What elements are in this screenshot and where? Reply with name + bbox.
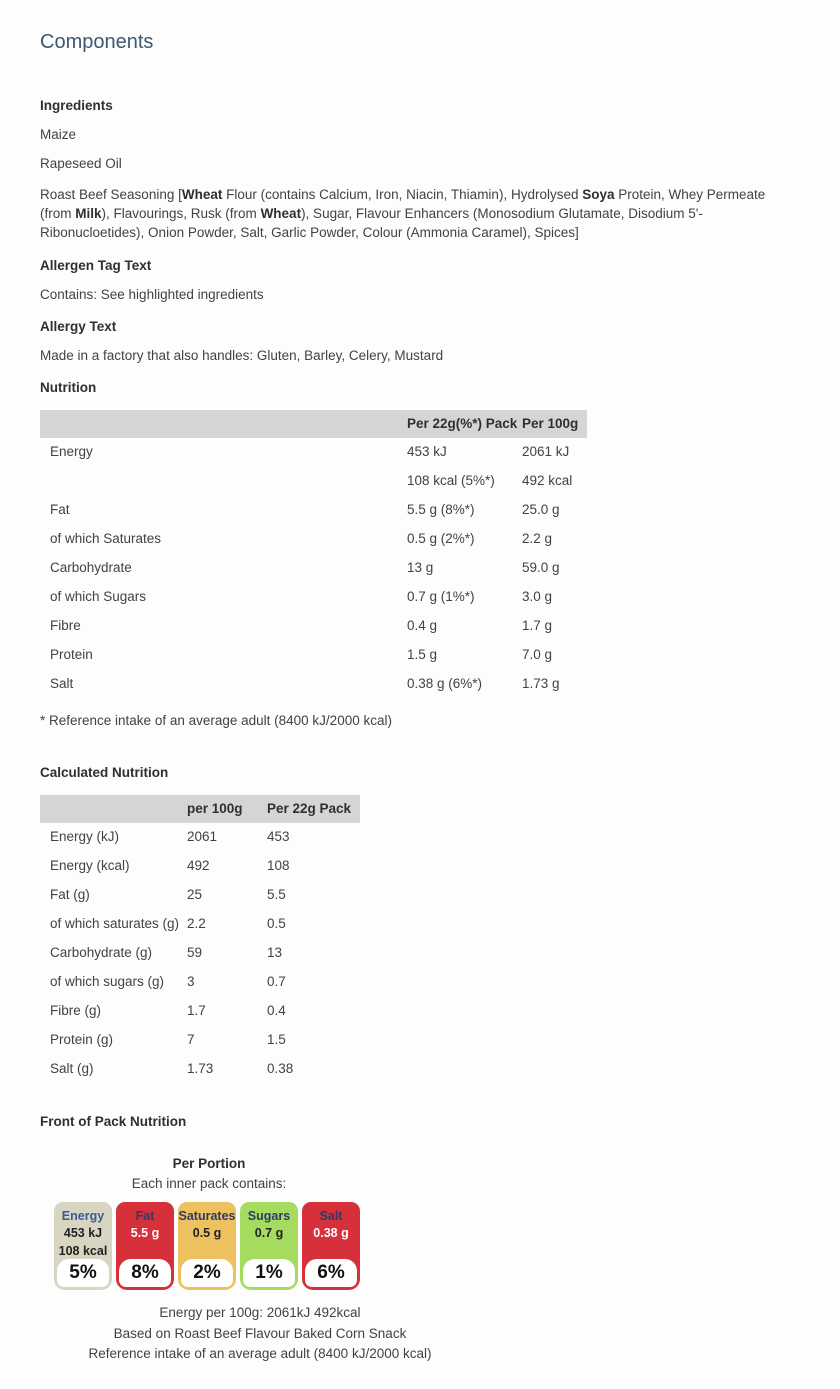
nutrition-badge (178, 1202, 236, 1290)
nutrition-table-row (40, 525, 587, 554)
nutrition-badge (54, 1202, 112, 1290)
nutrient-label: Carbohydrate (g) (50, 945, 153, 960)
footnote-line: Energy per 100g: 2061kJ 492kcal (159, 1305, 361, 1320)
front-of-pack-footnotes (20, 1303, 500, 1365)
nutrition-table-row (40, 496, 587, 525)
nutrient-per100-value: 492 (187, 858, 210, 873)
nutrition-table (40, 410, 587, 699)
nutrient-pack-value: 0.38 (267, 1061, 294, 1076)
nutrient-label: of which saturates (g) (50, 916, 180, 931)
calculated-table-row (40, 910, 360, 939)
badge-value-1: 453 kJ (63, 1226, 103, 1240)
nutrient-label: Energy (50, 444, 93, 459)
calculated-table-row (40, 852, 360, 881)
calculated-col-100g-header: per 100g (187, 795, 267, 823)
nutrition-table-row (40, 583, 587, 612)
nutrient-label: Protein (g) (50, 1032, 114, 1047)
nutrient-label (40, 467, 407, 496)
ingredients-simple-list (40, 127, 800, 172)
nutrient-pack-value: 0.4 (267, 1003, 286, 1018)
allergy-text: Made in a factory that also handles: Gluten, Barley, Celery, Mustard (40, 348, 444, 363)
nutrient-pack-value: 0.7 (267, 974, 286, 989)
nutrient-pack-value: 1.5 (267, 1032, 286, 1047)
ingredient-item: Maize (40, 127, 77, 142)
nutrient-per100-value: 7 (187, 1032, 195, 1047)
nutrition-col-100g-header: Per 100g (522, 410, 587, 438)
nutrient-label: Fat (g) (50, 887, 90, 902)
calculated-table-row (40, 1026, 360, 1055)
nutrient-label: Fibre (50, 618, 81, 633)
badge-value-1: 0.38 g (313, 1226, 349, 1240)
calculated-table-row (40, 968, 360, 997)
traffic-light-badges (54, 1202, 360, 1290)
nutrient-per100-value: 25 (187, 887, 203, 902)
nutrition-badge (116, 1202, 174, 1290)
nutrition-badge (240, 1202, 298, 1290)
badge-value-1: 0.7 g (254, 1226, 284, 1240)
nutrient-per100-value: 3.0 g (522, 589, 553, 604)
footnote-line: Based on Roast Beef Flavour Baked Corn Snack (113, 1325, 407, 1341)
badge-percent: 1% (243, 1259, 295, 1287)
badge-percent: 8% (119, 1259, 171, 1287)
nutrient-per100-value: 25.0 g (522, 502, 560, 517)
calculated-nutrition-heading: Calculated Nutrition (40, 765, 169, 780)
nutrient-per100-value: 2.2 g (522, 531, 553, 546)
calculated-table-row (40, 881, 360, 910)
nutrient-label: Fibre (g) (50, 1003, 102, 1018)
nutrition-table-row (40, 467, 587, 496)
nutrient-pack-value: 5.5 g (8%*) (407, 502, 475, 517)
nutrient-pack-value: 453 kJ (407, 444, 447, 459)
badge-value-1: 0.5 g (192, 1226, 222, 1240)
nutrient-pack-value: 0.7 g (1%*) (407, 589, 475, 604)
nutrient-label: of which sugars (g) (50, 974, 165, 989)
badge-percent: 5% (57, 1259, 109, 1287)
page-title: Components (40, 31, 154, 53)
calculated-header-row (40, 795, 360, 823)
nutrient-label: Energy (kcal) (50, 858, 130, 873)
calculated-table-row (40, 939, 360, 968)
nutrient-per100-value: 3 (187, 974, 195, 989)
nutrition-footnote: * Reference intake of an average adult (8400 kJ/2000 kcal) (40, 713, 392, 728)
nutrient-pack-value: 0.38 g (6%*) (407, 676, 483, 691)
allergen-tag-heading: Allergen Tag Text (40, 258, 152, 273)
badge-label: Energy (61, 1209, 105, 1223)
front-of-pack-heading: Front of Pack Nutrition (40, 1114, 187, 1129)
nutrient-pack-value: 0.4 g (407, 618, 438, 633)
nutrient-per100-value: 59.0 g (522, 560, 560, 575)
nutrient-label: Carbohydrate (50, 560, 132, 575)
nutrient-pack-value: 0.5 g (2%*) (407, 531, 475, 546)
footnote-line: Reference intake of an average adult (8400 kJ/2000 kcal) (88, 1346, 432, 1361)
nutrient-pack-value: 453 (267, 829, 290, 844)
nutrient-per100-value: 2061 (187, 829, 218, 844)
badge-percent: 6% (305, 1259, 357, 1287)
nutrition-table-row (40, 612, 587, 641)
badge-label: Salt (319, 1209, 343, 1223)
calculated-table-row (40, 823, 360, 852)
calculated-col-spacer (40, 795, 187, 823)
ingredient-item: Rapeseed Oil (40, 156, 122, 171)
nutrition-header-row (40, 410, 587, 438)
allergen-tag-text: Contains: See highlighted ingredients (40, 287, 264, 302)
ingredients-heading: Ingredients (40, 98, 113, 113)
nutrient-pack-value: 0.5 (267, 916, 286, 931)
nutrient-per100-value: 59 (187, 945, 203, 960)
badge-label: Fat (135, 1209, 155, 1223)
nutrient-per100-value: 1.7 (187, 1003, 206, 1018)
nutrient-label: Fat (50, 502, 70, 517)
nutrient-per100-value: 1.73 (187, 1061, 214, 1076)
nutrient-per100-value: 492 kcal (522, 473, 573, 488)
nutrient-per100-value: 1.73 g (522, 676, 560, 691)
nutrition-heading: Nutrition (40, 380, 97, 395)
nutrient-pack-value: 13 (267, 945, 283, 960)
calculated-col-pack-header: Per 22g Pack (267, 795, 360, 823)
badge-value-1: 5.5 g (130, 1226, 160, 1240)
allergy-heading: Allergy Text (40, 319, 117, 334)
badge-label: Sugars (247, 1209, 291, 1223)
nutrient-per100-value: 1.7 g (522, 618, 553, 633)
nutrition-table-row (40, 670, 587, 699)
nutrition-col-pack-header: Per 22g(%*) Pack (407, 410, 522, 438)
nutrient-pack-value: 5.5 (267, 887, 286, 902)
nutrient-per100-value: 7.0 g (522, 647, 553, 662)
calculated-table-row (40, 1055, 360, 1084)
nutrition-table-row (40, 641, 587, 670)
nutrient-label: of which Sugars (50, 589, 147, 604)
nutrient-label: Protein (50, 647, 93, 662)
badge-percent: 2% (181, 1259, 233, 1287)
nutrient-label: of which Saturates (50, 531, 162, 546)
nutrient-pack-value: 108 kcal (5%*) (407, 473, 495, 488)
nutrition-table-row (40, 554, 587, 583)
nutrition-col-spacer (40, 410, 407, 438)
nutrition-table-row (40, 438, 587, 467)
nutrient-pack-value: 13 g (407, 560, 434, 575)
nutrient-label: Salt (g) (50, 1061, 94, 1076)
calculated-nutrition-table (40, 795, 360, 1084)
nutrient-per100-value: 2.2 (187, 916, 206, 931)
badge-value-2: 108 kcal (58, 1244, 108, 1258)
nutrient-per100-value: 2061 kJ (522, 444, 570, 459)
portion-subtitle: Each inner pack contains: (131, 1176, 287, 1191)
nutrient-label: Energy (kJ) (50, 829, 120, 844)
portion-title: Per Portion (172, 1156, 246, 1171)
badge-label: Saturates (178, 1209, 236, 1223)
nutrient-pack-value: 1.5 g (407, 647, 438, 662)
portion-block (54, 1156, 364, 1290)
calculated-table-row (40, 997, 360, 1026)
nutrient-pack-value: 108 (267, 858, 290, 873)
nutrition-badge (302, 1202, 360, 1290)
nutrient-label: Salt (50, 676, 74, 691)
seasoning-paragraph: Roast Beef Seasoning [Wheat Flour (contains Calcium, Iron, Niacin, Thiamin), Hydrolysed Soya Protein, Whey Permeate (from Milk), Flavourings, Rusk (from Wheat), Sugar, Flavour Enhancers (Monosodium Glutamate, Disodium 5'-Ribonucloetides), Onion Powder, Salt, Garlic Powder, Colour (Ammonia Caramel), Spices] (40, 187, 766, 240)
